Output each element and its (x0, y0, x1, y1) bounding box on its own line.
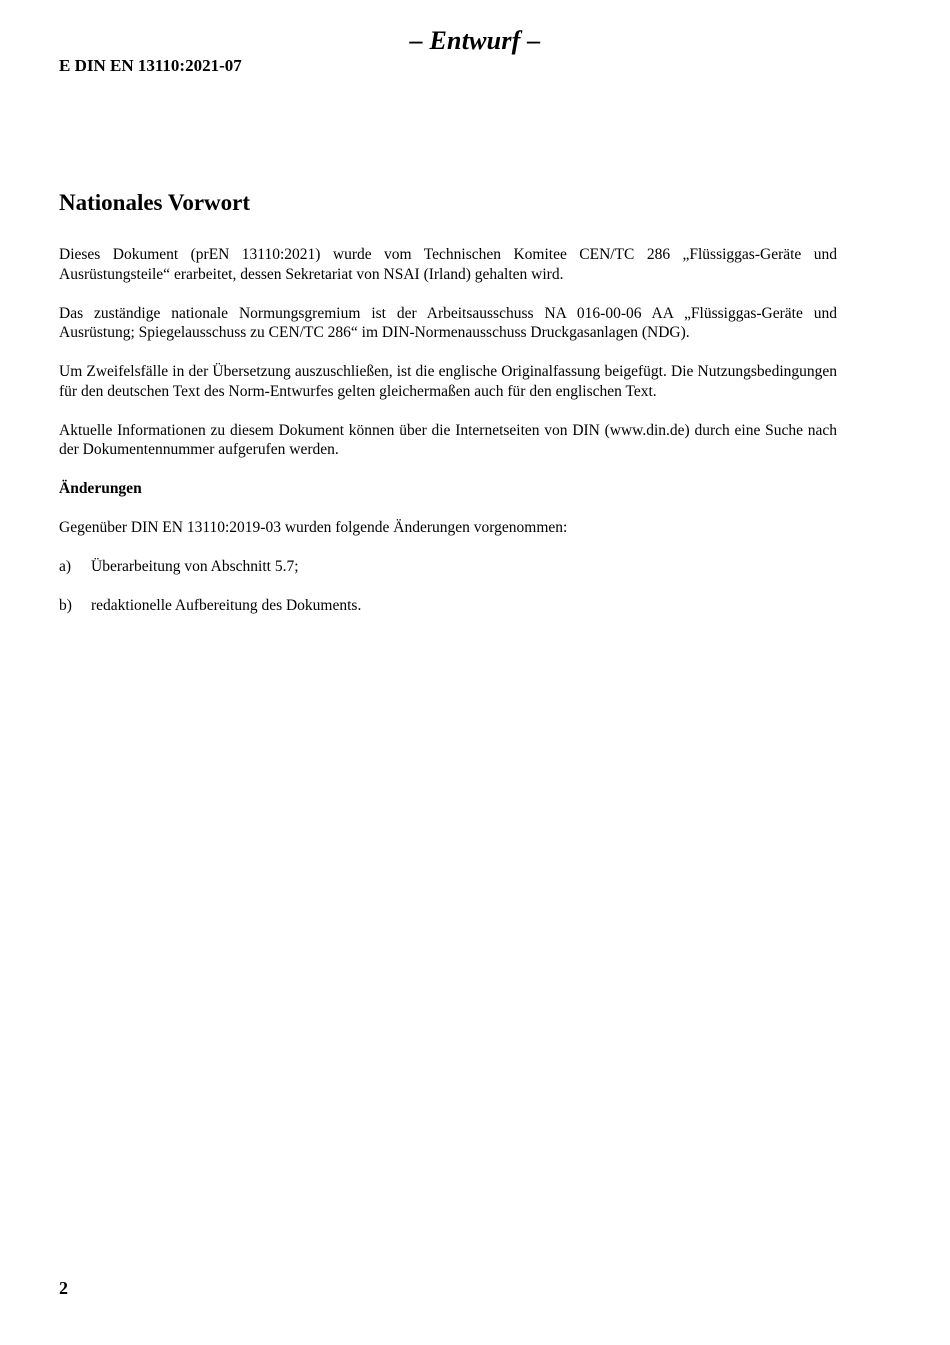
list-marker: b) (59, 597, 72, 614)
page-number: 2 (59, 1278, 68, 1298)
foreword-paragraph-4: Aktuelle Informationen zu diesem Dokument können über die Internetseiten von DIN (www.din.de) durch eine Suche nach der Dokumentennummer aufgerufen werden. (59, 421, 837, 458)
draft-mark: – Entwurf – (409, 26, 541, 55)
section-title: Nationales Vorwort (59, 190, 251, 215)
national-foreword-section (59, 188, 837, 635)
list-item (59, 596, 837, 616)
changes-heading: Änderungen (59, 480, 142, 497)
list-item-text: Überarbeitung von Abschnitt 5.7; (91, 558, 299, 575)
list-item-text: redaktionelle Aufbereitung des Dokuments. (91, 597, 362, 614)
list-item (59, 557, 837, 577)
foreword-paragraph-1: Dieses Dokument (prEN 13110:2021) wurde vom Technischen Komitee CEN/TC 286 „Flüssiggas-Geräte und Ausrüstungsteile“ erarbeitet, dessen Sekretariat von NSAI (Irland) gehalten wird. (59, 246, 837, 283)
document-id: E DIN EN 13110:2021-07 (59, 56, 242, 75)
list-marker: a) (59, 558, 72, 575)
foreword-paragraph-2: Das zuständige nationale Normungsgremium ist der Arbeitsausschuss NA 016-00-06 AA „Flüssiggas-Geräte und Ausrüstung; Spiegelausschuss zu CEN/TC 286“ im DIN-Normenausschuss Druckgasanlagen (NDG). (59, 304, 837, 341)
changes-intro: Gegenüber DIN EN 13110:2019-03 wurden folgende Änderungen vorgenommen: (59, 519, 568, 536)
foreword-paragraph-3: Um Zweifelsfälle in der Übersetzung auszuschließen, ist die englische Originalfassung beigefügt. Die Nutzungsbedingungen für den deutschen Text des Norm-Entwurfes gelten gleichermaßen auch für den englischen Text. (59, 363, 837, 400)
